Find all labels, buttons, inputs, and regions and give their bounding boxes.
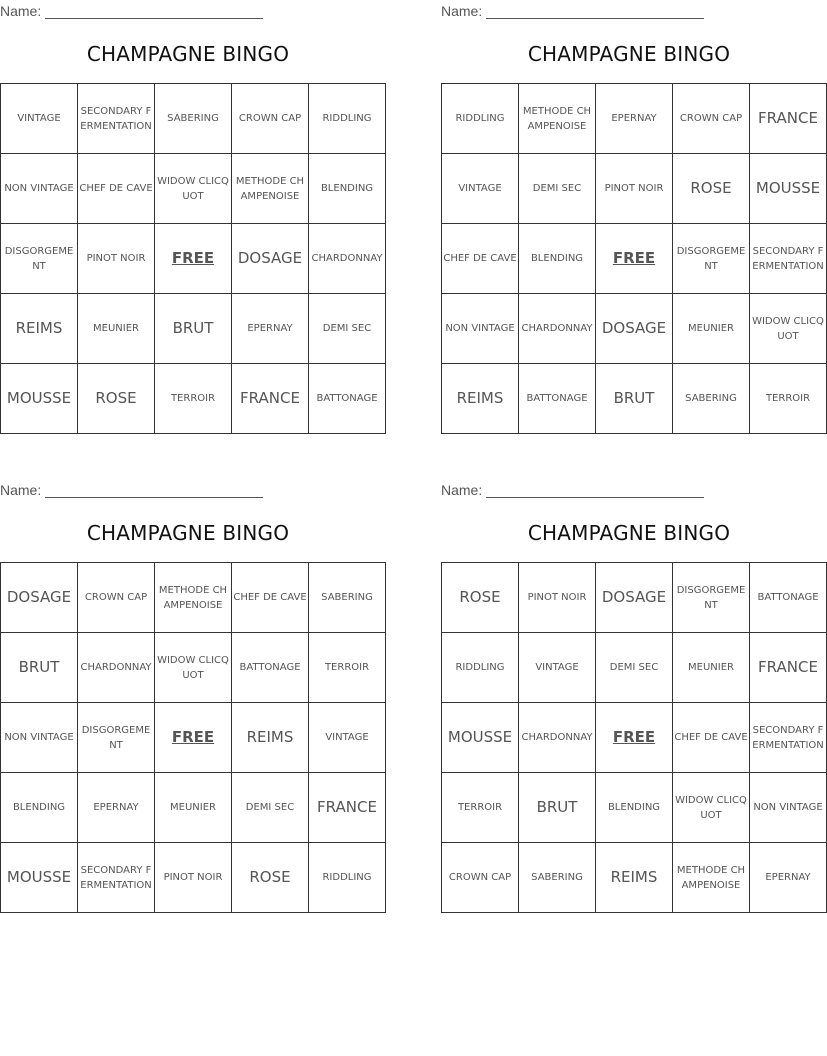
bingo-cell: CHEF DE CAVE xyxy=(78,154,155,224)
bingo-cell: MEUNIER xyxy=(155,773,232,843)
bingo-cell: PINOT NOIR xyxy=(78,224,155,294)
bingo-cell: PINOT NOIR xyxy=(155,843,232,913)
bingo-cell: REIMS xyxy=(596,843,673,913)
bingo-cell: CHARDONNAY xyxy=(78,633,155,703)
grid-row xyxy=(442,633,827,703)
bingo-cell: BLENDING xyxy=(596,773,673,843)
free-space: FREE xyxy=(155,224,232,294)
name-blank xyxy=(486,483,704,498)
bingo-grid xyxy=(441,562,827,913)
card-title: CHAMPAGNE BINGO xyxy=(86,521,290,545)
free-space: FREE xyxy=(596,703,673,773)
bingo-cell: RIDDLING xyxy=(442,84,519,154)
bingo-cell: TERROIR xyxy=(155,364,232,434)
name-line xyxy=(0,3,263,19)
bingo-cell: DISGORGEMENT xyxy=(1,224,78,294)
bingo-cell: SABERING xyxy=(673,364,750,434)
grid-row xyxy=(442,154,827,224)
bingo-cell: NON VINTAGE xyxy=(1,154,78,224)
bingo-cell: FRANCE xyxy=(232,364,309,434)
bingo-cell: EPERNAY xyxy=(596,84,673,154)
card-title: CHAMPAGNE BINGO xyxy=(527,42,731,66)
grid-row xyxy=(1,294,386,364)
bingo-cell: SECONDARY FERMENTATION xyxy=(750,703,827,773)
bingo-cell: WIDOW CLICQUOT xyxy=(750,294,827,364)
bingo-cell: SABERING xyxy=(309,563,386,633)
free-space: FREE xyxy=(155,703,232,773)
bingo-cell: EPERNAY xyxy=(232,294,309,364)
bingo-cell: BATTONAGE xyxy=(750,563,827,633)
bingo-cell: ROSE xyxy=(442,563,519,633)
bingo-cell: BLENDING xyxy=(519,224,596,294)
name-blank xyxy=(45,4,263,19)
bingo-cell: WIDOW CLICQUOT xyxy=(673,773,750,843)
bingo-cell: BRUT xyxy=(519,773,596,843)
bingo-cell: CHEF DE CAVE xyxy=(673,703,750,773)
name-label: Name: xyxy=(0,482,42,498)
grid-row xyxy=(442,843,827,913)
name-label: Name: xyxy=(441,482,483,498)
bingo-cell: DOSAGE xyxy=(596,294,673,364)
bingo-cell: CHEF DE CAVE xyxy=(232,563,309,633)
bingo-cell: VINTAGE xyxy=(1,84,78,154)
bingo-cell: DISGORGEMENT xyxy=(673,224,750,294)
bingo-cell: CROWN CAP xyxy=(442,843,519,913)
bingo-cell: SABERING xyxy=(155,84,232,154)
grid-row xyxy=(442,364,827,434)
bingo-cell: BATTONAGE xyxy=(519,364,596,434)
free-space: FREE xyxy=(596,224,673,294)
bingo-cell: RIDDLING xyxy=(309,84,386,154)
bingo-cell: DOSAGE xyxy=(232,224,309,294)
name-label: Name: xyxy=(441,3,483,19)
name-line xyxy=(441,3,704,19)
bingo-cell: METHODE CHAMPENOISE xyxy=(155,563,232,633)
grid-row xyxy=(1,563,386,633)
grid-row xyxy=(1,84,386,154)
bingo-cell: CHARDONNAY xyxy=(309,224,386,294)
bingo-cell: NON VINTAGE xyxy=(442,294,519,364)
bingo-cell: MOUSSE xyxy=(1,364,78,434)
bingo-cell: MEUNIER xyxy=(673,633,750,703)
grid-row xyxy=(442,294,827,364)
bingo-grid xyxy=(0,562,386,913)
card-title: CHAMPAGNE BINGO xyxy=(86,42,290,66)
bingo-cell: BLENDING xyxy=(1,773,78,843)
bingo-cell: ROSE xyxy=(232,843,309,913)
name-blank xyxy=(486,4,704,19)
bingo-cell: TERROIR xyxy=(442,773,519,843)
bingo-cell: CROWN CAP xyxy=(232,84,309,154)
bingo-cell: BRUT xyxy=(1,633,78,703)
grid-row xyxy=(442,773,827,843)
bingo-cell: METHODE CHAMPENOISE xyxy=(673,843,750,913)
bingo-cell: SABERING xyxy=(519,843,596,913)
bingo-cell: CHARDONNAY xyxy=(519,703,596,773)
bingo-cell: MOUSSE xyxy=(750,154,827,224)
bingo-cell: BRUT xyxy=(155,294,232,364)
bingo-cell: TERROIR xyxy=(309,633,386,703)
name-label: Name: xyxy=(0,3,42,19)
bingo-cell: RIDDLING xyxy=(442,633,519,703)
bingo-cell: CROWN CAP xyxy=(78,563,155,633)
bingo-grid xyxy=(441,83,827,434)
bingo-cell: DISGORGEMENT xyxy=(78,703,155,773)
grid-row xyxy=(442,703,827,773)
bingo-cell: BRUT xyxy=(596,364,673,434)
bingo-cell: BATTONAGE xyxy=(232,633,309,703)
bingo-cell: EPERNAY xyxy=(750,843,827,913)
grid-row xyxy=(1,154,386,224)
bingo-cell: VINTAGE xyxy=(442,154,519,224)
bingo-cell: MOUSSE xyxy=(1,843,78,913)
bingo-cell: REIMS xyxy=(1,294,78,364)
grid-row xyxy=(1,773,386,843)
name-line xyxy=(0,482,263,498)
name-blank xyxy=(45,483,263,498)
grid-row xyxy=(1,364,386,434)
bingo-cell: BATTONAGE xyxy=(309,364,386,434)
bingo-cell: CROWN CAP xyxy=(673,84,750,154)
bingo-cell: CHEF DE CAVE xyxy=(442,224,519,294)
bingo-cell: DISGORGEMENT xyxy=(673,563,750,633)
grid-row xyxy=(442,563,827,633)
bingo-cell: TERROIR xyxy=(750,364,827,434)
grid-row xyxy=(1,633,386,703)
bingo-cell: DEMI SEC xyxy=(232,773,309,843)
bingo-cell: DEMI SEC xyxy=(596,633,673,703)
bingo-cell: DEMI SEC xyxy=(309,294,386,364)
bingo-cell: VINTAGE xyxy=(519,633,596,703)
card-title: CHAMPAGNE BINGO xyxy=(527,521,731,545)
bingo-cell: FRANCE xyxy=(309,773,386,843)
bingo-cell: MEUNIER xyxy=(78,294,155,364)
bingo-cell: RIDDLING xyxy=(309,843,386,913)
bingo-cell: MEUNIER xyxy=(673,294,750,364)
bingo-cell: WIDOW CLICQUOT xyxy=(155,633,232,703)
bingo-cell: BLENDING xyxy=(309,154,386,224)
bingo-cell: DOSAGE xyxy=(1,563,78,633)
bingo-cell: FRANCE xyxy=(750,84,827,154)
bingo-cell: FRANCE xyxy=(750,633,827,703)
bingo-cell: ROSE xyxy=(673,154,750,224)
bingo-cell: MOUSSE xyxy=(442,703,519,773)
bingo-cell: REIMS xyxy=(232,703,309,773)
bingo-cell: DEMI SEC xyxy=(519,154,596,224)
bingo-grid xyxy=(0,83,386,434)
grid-row xyxy=(1,843,386,913)
bingo-cell: PINOT NOIR xyxy=(596,154,673,224)
grid-row xyxy=(1,703,386,773)
bingo-cell: NON VINTAGE xyxy=(750,773,827,843)
grid-row xyxy=(442,224,827,294)
bingo-cell: METHODE CHAMPENOISE xyxy=(232,154,309,224)
bingo-cell: PINOT NOIR xyxy=(519,563,596,633)
name-line xyxy=(441,482,704,498)
grid-row xyxy=(442,84,827,154)
bingo-cell: DOSAGE xyxy=(596,563,673,633)
bingo-cell: ROSE xyxy=(78,364,155,434)
bingo-cell: CHARDONNAY xyxy=(519,294,596,364)
bingo-cell: VINTAGE xyxy=(309,703,386,773)
bingo-cell: REIMS xyxy=(442,364,519,434)
bingo-cell: WIDOW CLICQUOT xyxy=(155,154,232,224)
bingo-cell: SECONDARY FERMENTATION xyxy=(750,224,827,294)
bingo-cell: METHODE CHAMPENOISE xyxy=(519,84,596,154)
bingo-cell: NON VINTAGE xyxy=(1,703,78,773)
grid-row xyxy=(1,224,386,294)
bingo-cell: EPERNAY xyxy=(78,773,155,843)
bingo-cell: SECONDARY FERMENTATION xyxy=(78,843,155,913)
bingo-cell: SECONDARY FERMENTATION xyxy=(78,84,155,154)
